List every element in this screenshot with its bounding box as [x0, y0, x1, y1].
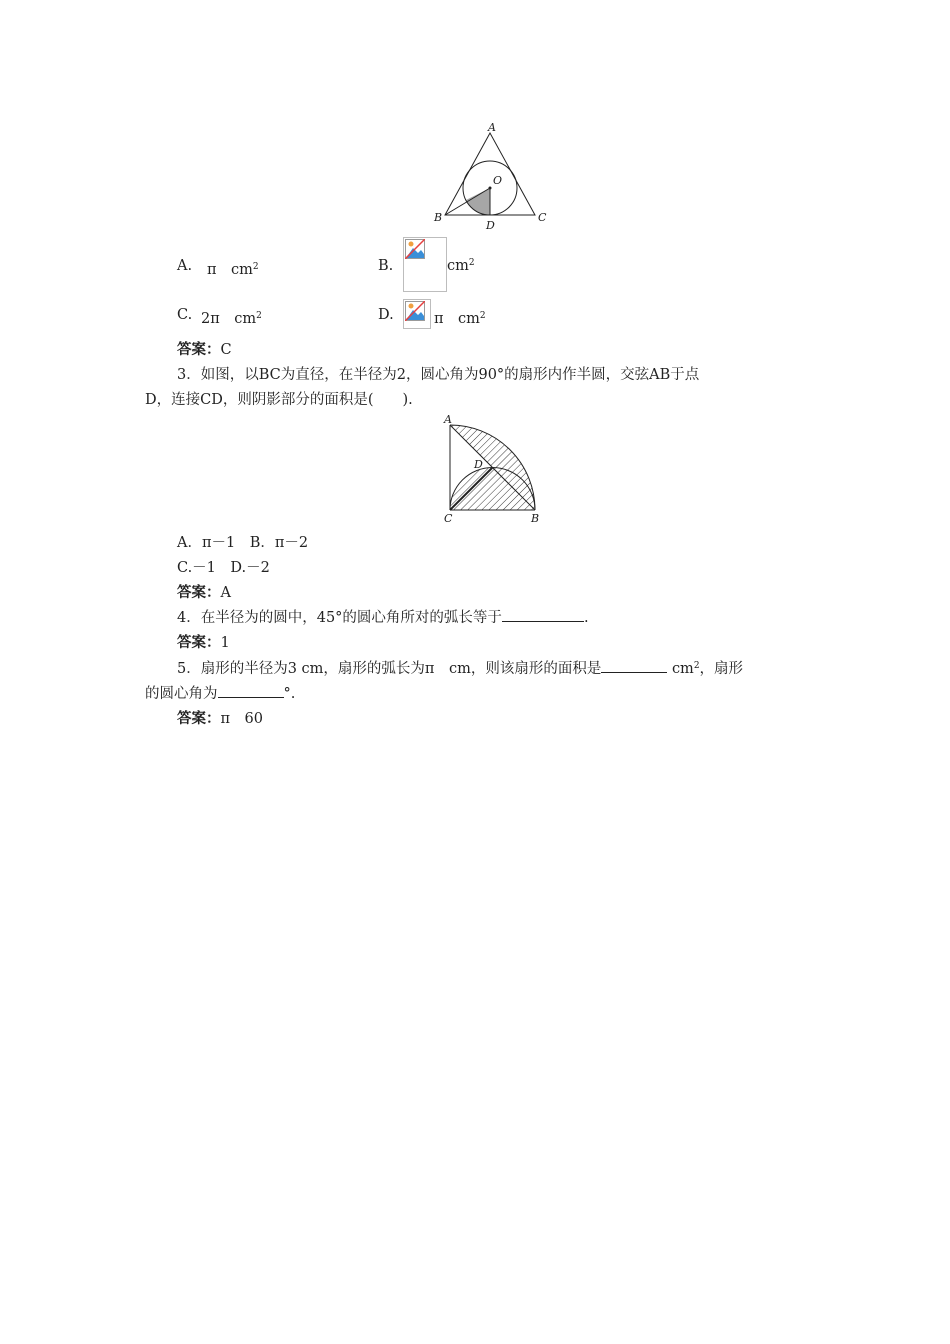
q5-line1-unit: cm — [671, 661, 694, 677]
option-c-value: 2π cm — [201, 311, 257, 327]
answer-label: 答案： — [177, 585, 221, 601]
broken-image-icon — [403, 299, 431, 329]
q5-line2-after: °. — [283, 686, 296, 702]
option-b-label: B. — [378, 258, 394, 274]
q3-line1: 3．如图，以BC为直径，在半径为2，圆心角为90°的扇形内作半圆，交弦AB于点 — [177, 367, 700, 383]
option-c-sup: 2 — [256, 311, 262, 321]
fig2-label-c: C — [444, 512, 453, 525]
option-d-text — [434, 307, 486, 328]
q5-line2-before: 的圆心角为 — [145, 686, 218, 702]
option-b-text — [447, 258, 475, 274]
option-a-label: A. — [177, 258, 193, 274]
answer-value: π 60 — [220, 711, 263, 727]
q4-blank — [502, 609, 584, 622]
option-a-sup: 2 — [252, 262, 259, 272]
q5-blank-angle — [218, 685, 284, 698]
fig2-label-b: B — [531, 512, 540, 525]
option-b-sup: 2 — [468, 258, 475, 268]
q3-answer — [177, 581, 231, 602]
answer-value: 1 — [220, 635, 230, 651]
figure-triangle-incircle — [425, 118, 560, 236]
option-d-label: D. — [378, 307, 394, 323]
answer-label: 答案： — [177, 635, 221, 651]
fig2-label-a: A — [444, 413, 452, 426]
fig1-label-a: A — [488, 121, 496, 134]
q4-text-after: . — [583, 610, 589, 626]
q3-options-line1: A．π－1 B．π－2 — [177, 535, 309, 551]
broken-image-icon — [403, 237, 447, 292]
fig1-label-o: O — [493, 174, 503, 187]
option-d-value: π cm — [434, 311, 480, 327]
option-b-value: cm — [447, 258, 469, 274]
q4-text — [177, 606, 589, 627]
q5-line2 — [145, 682, 295, 703]
q3-options-line2: C.－1 D.－2 — [177, 560, 270, 576]
option-a-text — [207, 258, 259, 279]
q5-blank-area — [601, 660, 667, 673]
answer-value: C — [220, 342, 232, 358]
fig1-label-c: C — [538, 211, 547, 224]
q5-line1-after: ，扇形 — [699, 661, 744, 677]
figure-sector-semicircle — [440, 410, 545, 525]
q3-line2: D，连接CD，则阴影部分的面积是( ). — [145, 392, 413, 408]
q5-line1-before: 5．扇形的半径为3 cm，扇形的弧长为π cm，则该扇形的面积是 — [177, 661, 602, 677]
option-c-label: C. — [177, 307, 193, 323]
fig1-label-d: D — [486, 219, 495, 232]
answer-value: A — [220, 585, 231, 601]
q5-line1 — [177, 657, 743, 678]
answer-label: 答案： — [177, 711, 221, 727]
answer-label: 答案： — [177, 342, 221, 358]
fig1-label-b: B — [434, 211, 443, 224]
q4-text-before: 4．在半径为的圆中，45°的圆心角所对的弧长等于 — [177, 610, 502, 626]
q5-line1-sup: 2 — [693, 661, 700, 671]
option-a-value: π cm — [207, 262, 253, 278]
option-c-text — [201, 307, 262, 328]
q5-answer — [177, 707, 263, 728]
fig2-label-d: D — [474, 458, 483, 471]
q2-answer — [177, 338, 232, 359]
q4-answer — [177, 631, 230, 652]
option-d-sup: 2 — [479, 311, 486, 321]
